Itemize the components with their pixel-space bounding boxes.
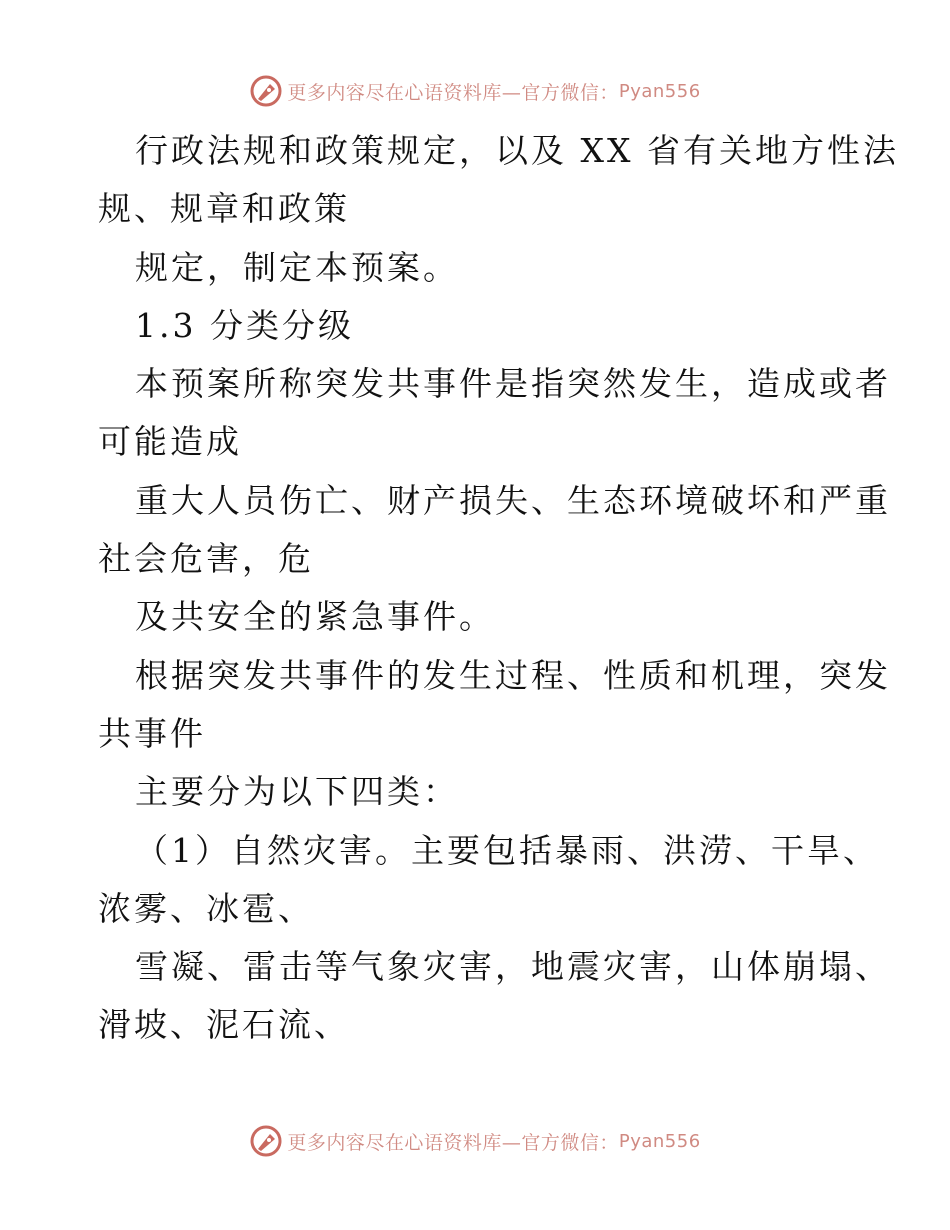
watermark-id: Pyan556 — [618, 80, 701, 102]
pen-nib-logo-icon — [249, 74, 283, 108]
body-line: 规、规章和政策 — [98, 189, 350, 229]
watermark-text: 更多内容尽在心语资料库—官方微信： — [287, 1131, 619, 1154]
body-line: 行政法规和政策规定，以及 XX 省有关地方性法 — [135, 131, 899, 170]
footer-watermark — [0, 1124, 950, 1158]
document-body — [98, 122, 899, 1055]
pen-nib-logo-icon — [249, 1124, 283, 1158]
body-line: 共事件 — [98, 713, 206, 753]
body-line: 社会危害，危 — [98, 539, 314, 579]
body-line: 重大人员伤亡、财产损失、生态环境破坏和严重 — [135, 480, 891, 520]
watermark-text: 更多内容尽在心语资料库—官方微信： — [287, 81, 619, 104]
body-line: 滑坡、泥石流、 — [98, 1005, 350, 1045]
body-line: 规定，制定本预案。 — [135, 247, 459, 287]
body-line: 雪凝、雷击等气象灾害，地震灾害，山体崩塌、 — [135, 947, 891, 987]
body-line: 及共安全的紧急事件。 — [135, 597, 495, 637]
header-watermark — [0, 74, 950, 108]
section-heading: 1.3 分类分级 — [135, 305, 354, 345]
body-line: 浓雾、冰雹、 — [98, 888, 314, 928]
body-line: 可能造成 — [98, 422, 242, 462]
watermark-id: Pyan556 — [618, 1130, 701, 1152]
body-line: 本预案所称突发共事件是指突然发生，造成或者 — [135, 364, 891, 404]
body-line: （1）自然灾害。主要包括暴雨、洪涝、干旱、 — [135, 830, 879, 870]
body-line: 根据突发共事件的发生过程、性质和机理，突发 — [135, 655, 891, 695]
body-line: 主要分为以下四类： — [135, 772, 459, 812]
